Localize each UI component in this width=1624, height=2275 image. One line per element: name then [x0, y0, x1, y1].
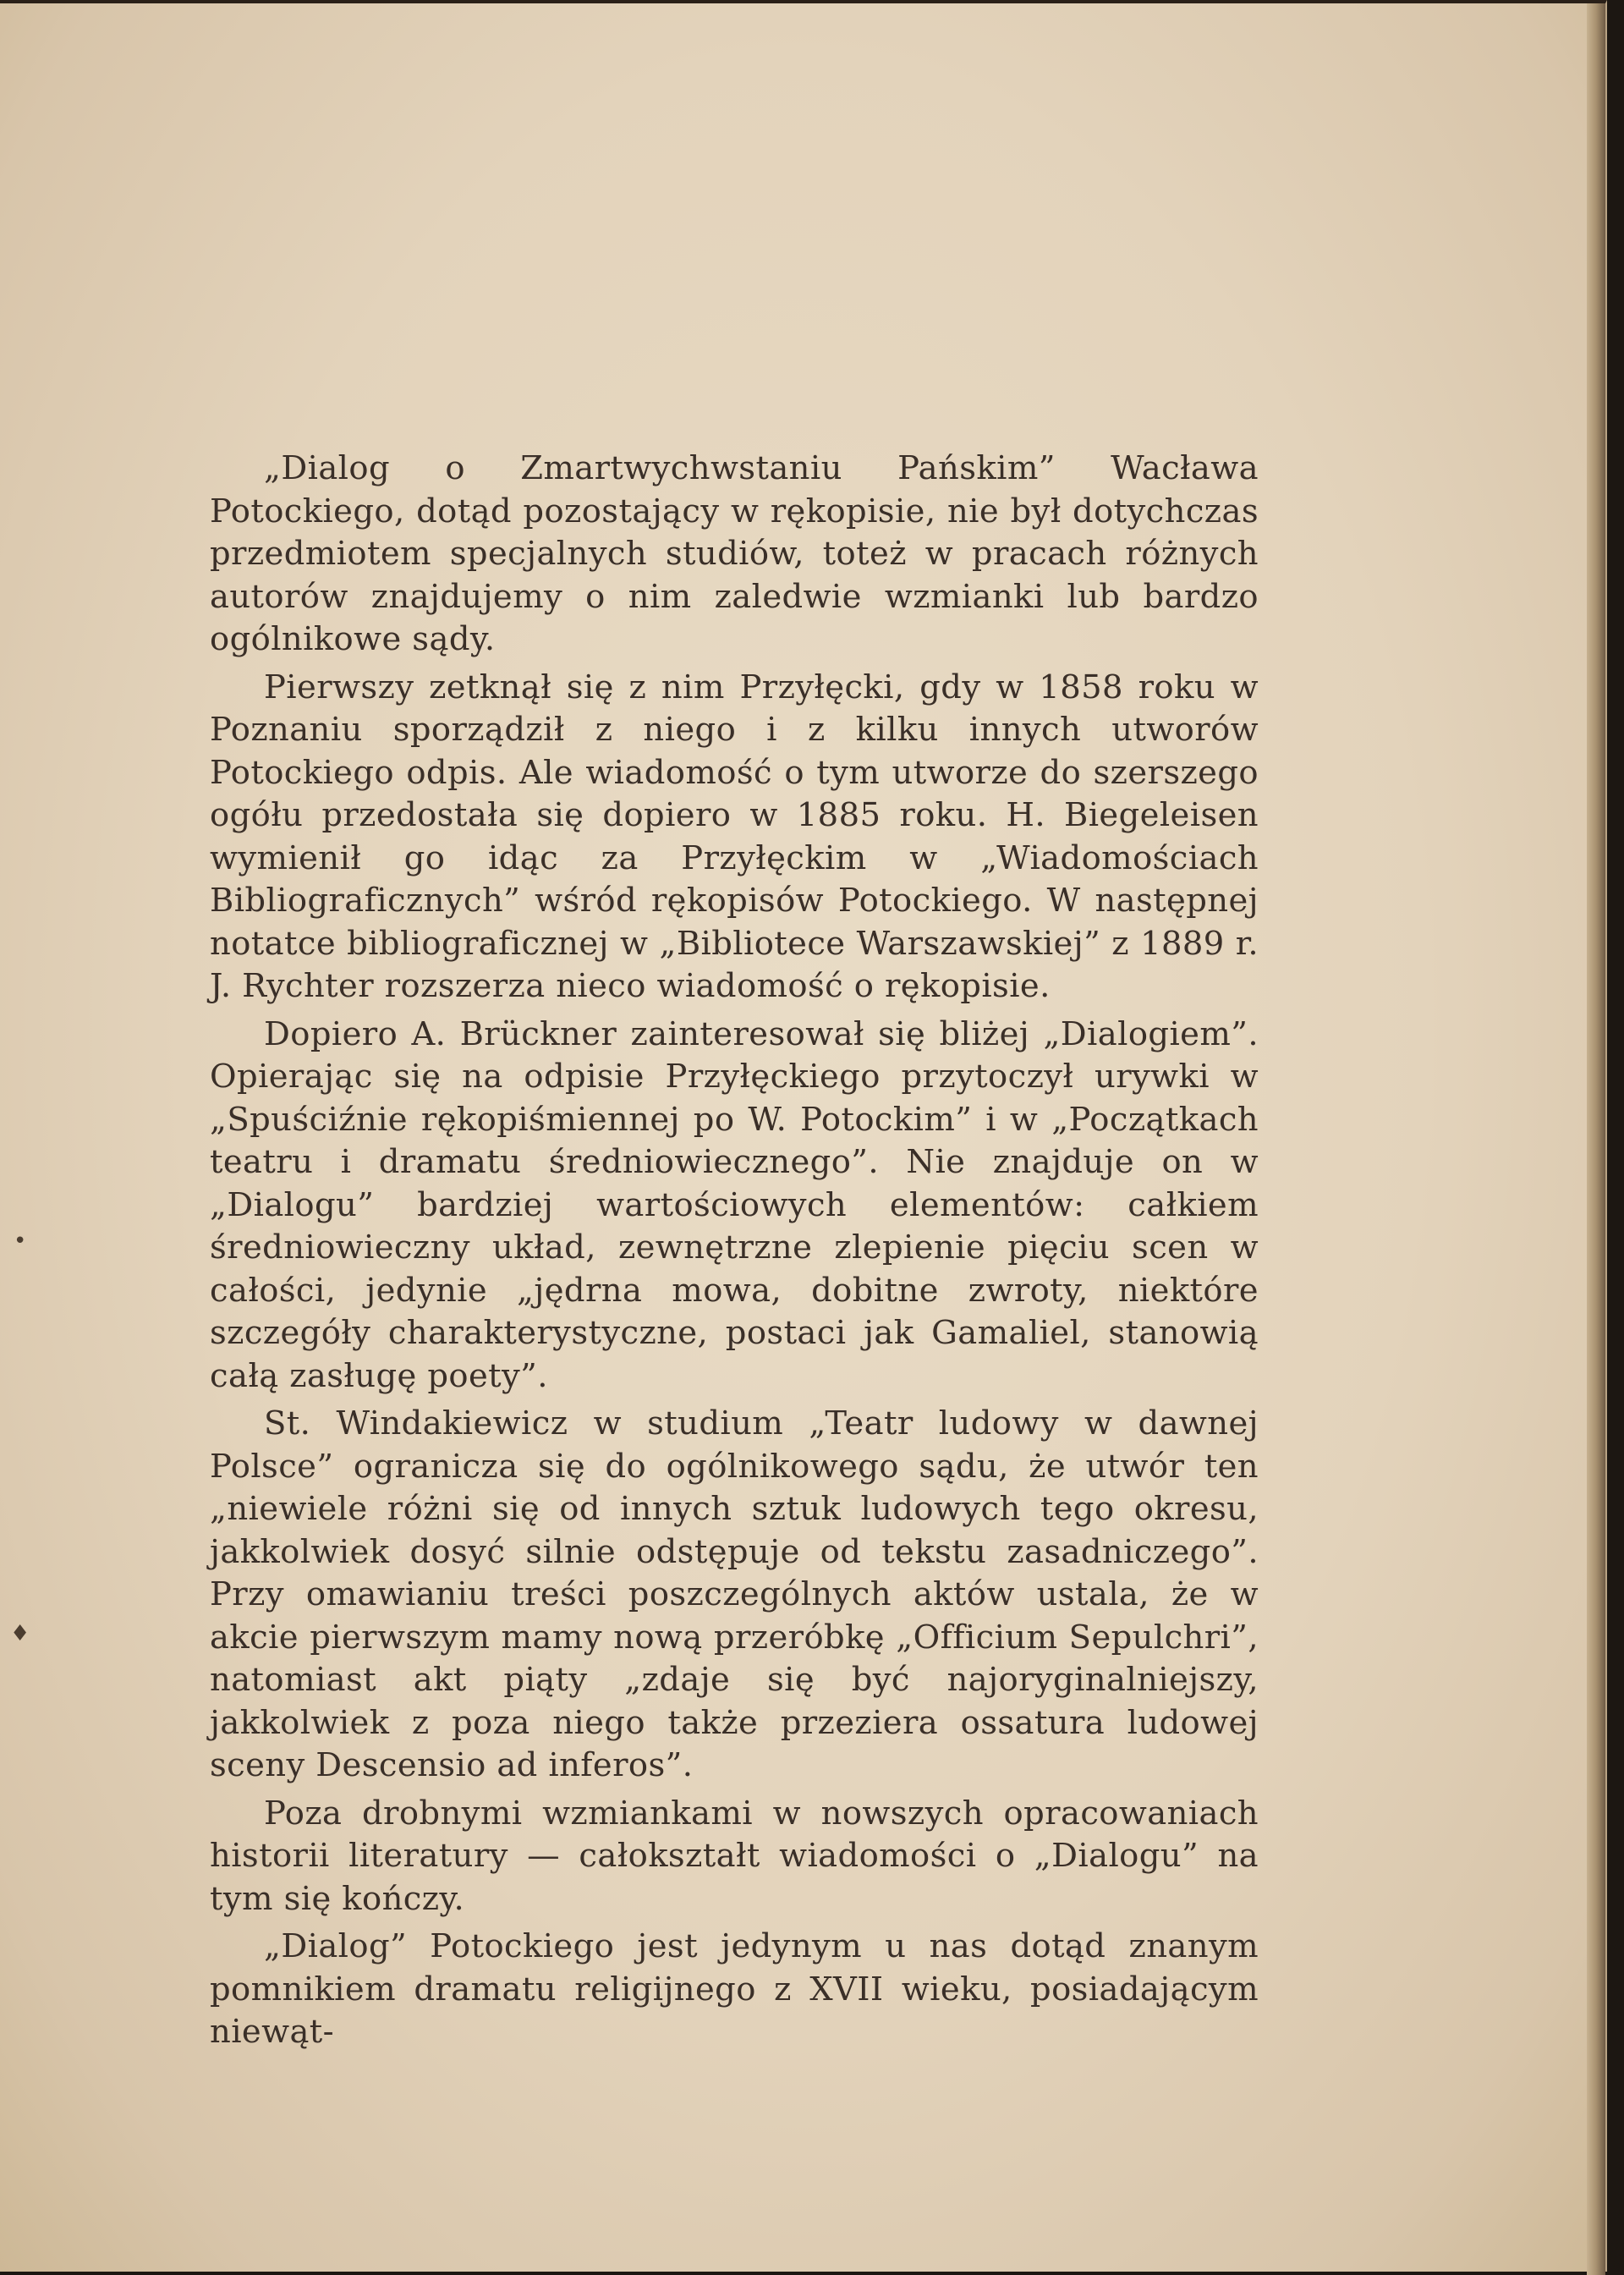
paragraph: „Dialog” Potockiego jest jedynym u nas dotąd znanym pomnikiem dramatu religijnego z XVII wieku, posiadającym niewąt-	[210, 1927, 1259, 2051]
paragraph: St. Windakiewicz w studium „Teatr ludowy w dawnej Polsce” ogranicza się do ogólnikowego sądu, że utwór ten „niewiele różni się od innych sztuk ludowych tego okresu, jakkolwiek dosyć silnie odstępuje od tekstu zasadniczego”. Przy omawianiu treści poszczególnych aktów ustala, że w akcie pierwszym mamy nową przeróbkę „Officium Sepulchri”, natomiast akt piąty „zdaje się być najoryginalniejszy, jakkolwiek z poza niego także przeziera ossatura ludowej sceny Descensio ad inferos”.	[210, 1404, 1259, 1784]
margin-mark: ♦	[10, 1621, 30, 1646]
page-edge	[1587, 3, 1605, 2275]
paragraph: Dopiero A. Brückner zainteresował się bliżej „Dialogiem”. Opierając się na odpisie Przyłęckiego przytoczył urywki w „Spuściźnie rękopiśmiennej po W. Potockim” i w „Początkach teatru i dramatu średniowiecznego”. Nie znajduje on w „Dialogu” bardziej wartościowych elementów: całkiem średniowieczny układ, zewnętrzne zlepienie pięciu scen w całości, jedynie „jędrna mowa, dobitne zwroty, niektóre szczegóły charakterystyczne, postaci jak Gamaliel, stanowią całą zasługę poety”.	[210, 1014, 1259, 1395]
paragraph: Poza drobnymi wzmiankami w nowszych opracowaniach historii literatury — całokształt wiadomości o „Dialogu” na tym się kończy.	[210, 1794, 1259, 1918]
margin-mark: •	[14, 1228, 27, 1254]
body-text	[210, 448, 1259, 2059]
paragraph: „Dialog o Zmartwychwstaniu Pańskim” Wacława Potockiego, dotąd pozostający w rękopisie, nie był dotychczas przedmiotem specjalnych studiów, toteż w pracach różnych autorów znajdujemy o nim zaledwie wzmianki lub bardzo ogólnikowe sądy.	[210, 449, 1259, 658]
paragraph: Pierwszy zetknął się z nim Przyłęcki, gdy w 1858 roku w Poznaniu sporządził z niego i z kilku innych utworów Potockiego odpis. Ale wiadomość o tym utworze do szerszego ogółu przedostała się dopiero w 1885 roku. H. Biegeleisen wymienił go idąc za Przyłęckim w „Wiadomościach Bibliograficznych” wśród rękopisów Potockiego. W następnej notatce bibliograficznej w „Bibliotece Warszawskiej” z 1889 r. J. Rychter rozszerza nieco wiadomość o rękopisie.	[210, 668, 1259, 1005]
